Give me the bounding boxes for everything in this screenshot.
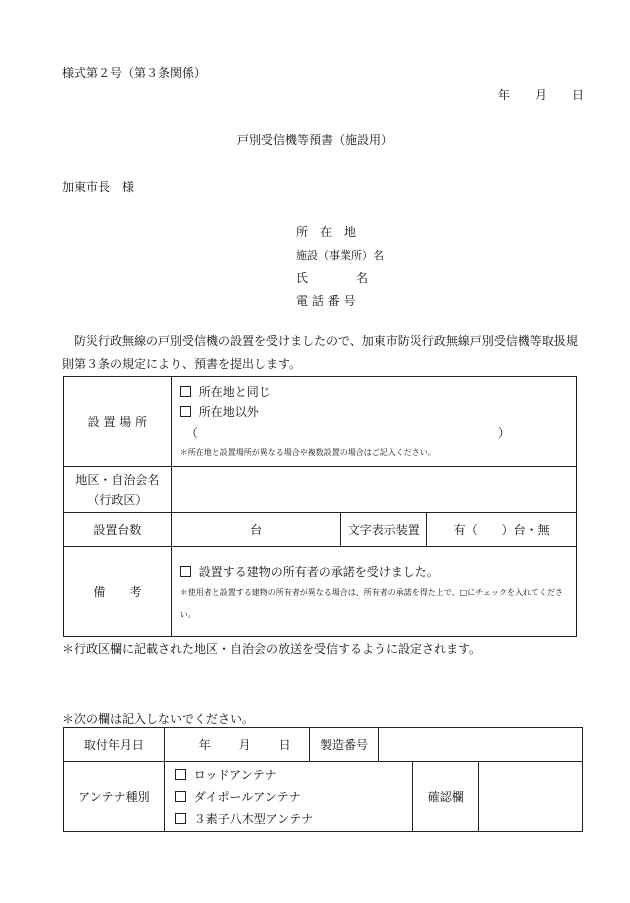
- antenna-options: [164, 762, 413, 832]
- antenna-option-dipole[interactable]: [165, 786, 413, 808]
- antenna-type-label: アンテナ種別: [64, 762, 165, 832]
- body-text: 防災行政無線の戸別受信機の設置を受けましたので、加東市防災行政無線戸別受信機等取扱規則第３条の規定により、預書を提出します。: [62, 334, 578, 371]
- not-fill-note: ＊次の欄は記入しないでください。: [62, 712, 255, 726]
- date-month-label: 月: [534, 88, 547, 102]
- antenna-option-yagi[interactable]: [165, 808, 413, 830]
- consent-text: 設置する建物の所有者の承諾を受けました。: [198, 564, 439, 579]
- install-month-label: 月: [238, 738, 251, 752]
- remarks-field: [171, 547, 576, 637]
- other-location-input[interactable]: [172, 422, 576, 444]
- install-day-label: 日: [278, 738, 291, 752]
- applicant-block: [296, 221, 384, 313]
- consent-note: ＊使用者と設置する建物の所有者が異なる場合は、所有者の承諾を得た上で、□にチェックを入れてください。: [179, 587, 563, 619]
- checkbox-icon[interactable]: [175, 769, 186, 780]
- serial-input[interactable]: [379, 728, 583, 762]
- checkbox-icon[interactable]: [180, 406, 191, 417]
- checkbox-icon[interactable]: [180, 386, 191, 397]
- antenna-option-rod[interactable]: [165, 764, 413, 786]
- addressee: 加東市長 様: [62, 180, 135, 194]
- consent-row[interactable]: [172, 558, 576, 582]
- address-label: 所 在 地: [296, 225, 357, 239]
- install-date-field[interactable]: [164, 728, 309, 762]
- checkbox-icon[interactable]: [175, 791, 186, 802]
- date-year-label: 年: [498, 88, 511, 102]
- install-location-field: [171, 377, 576, 467]
- option-other-label: 所在地以外: [198, 404, 259, 419]
- district-label-line1: 地区・自治会名: [75, 472, 160, 487]
- district-footnote: ＊行政区欄に記載された地区・自治会の放送を受信するように設定されます。: [62, 642, 482, 656]
- count-label: 設置台数: [64, 513, 172, 547]
- district-label: [64, 467, 172, 513]
- antenna-option-label: ダイポールアンテナ: [193, 789, 301, 804]
- district-label-line2: （行政区）: [87, 492, 148, 507]
- checkbox-icon[interactable]: [175, 813, 186, 824]
- date-day-label: 日: [571, 88, 584, 102]
- checkbox-icon[interactable]: [180, 566, 191, 577]
- form-number: 様式第２号（第３条関係）: [62, 66, 207, 80]
- option-same-row[interactable]: [172, 382, 576, 402]
- serial-label: 製造番号: [309, 728, 379, 762]
- install-date-label: 取付年月日: [64, 728, 165, 762]
- antenna-option-label: ３素子八木型アンテナ: [193, 811, 314, 826]
- document-title: 戸別受信機等預書（施設用）: [236, 133, 393, 147]
- application-table: [63, 376, 577, 637]
- paren-close: ）: [497, 425, 510, 440]
- text-display-label: 文字表示装置: [341, 513, 427, 547]
- submission-date: [498, 86, 584, 103]
- confirm-label: 確認欄: [413, 762, 479, 832]
- office-use-table: [63, 727, 583, 832]
- option-other-row[interactable]: [172, 402, 576, 422]
- name-label: 氏 名: [296, 271, 369, 285]
- remarks-label: 備 考: [64, 547, 172, 637]
- location-note: ＊所在地と設置場所が異なる場合や複数設置の場合はご記入ください。: [179, 447, 436, 457]
- paren-open: （: [185, 425, 198, 440]
- count-unit: 台: [250, 523, 263, 537]
- option-same-label: 所在地と同じ: [198, 384, 271, 399]
- district-input[interactable]: [171, 467, 576, 513]
- install-location-label: 設 置 場 所: [64, 377, 172, 467]
- install-year-label: 年: [198, 738, 211, 752]
- phone-label: 電 話 番 号: [296, 294, 356, 308]
- antenna-option-label: ロッドアンテナ: [193, 767, 277, 782]
- facility-name-label: 施設（事業所）名: [296, 249, 384, 262]
- count-input[interactable]: [171, 513, 341, 547]
- text-display-value[interactable]: 有（ ）台・無: [427, 513, 577, 547]
- confirm-input[interactable]: [479, 762, 583, 832]
